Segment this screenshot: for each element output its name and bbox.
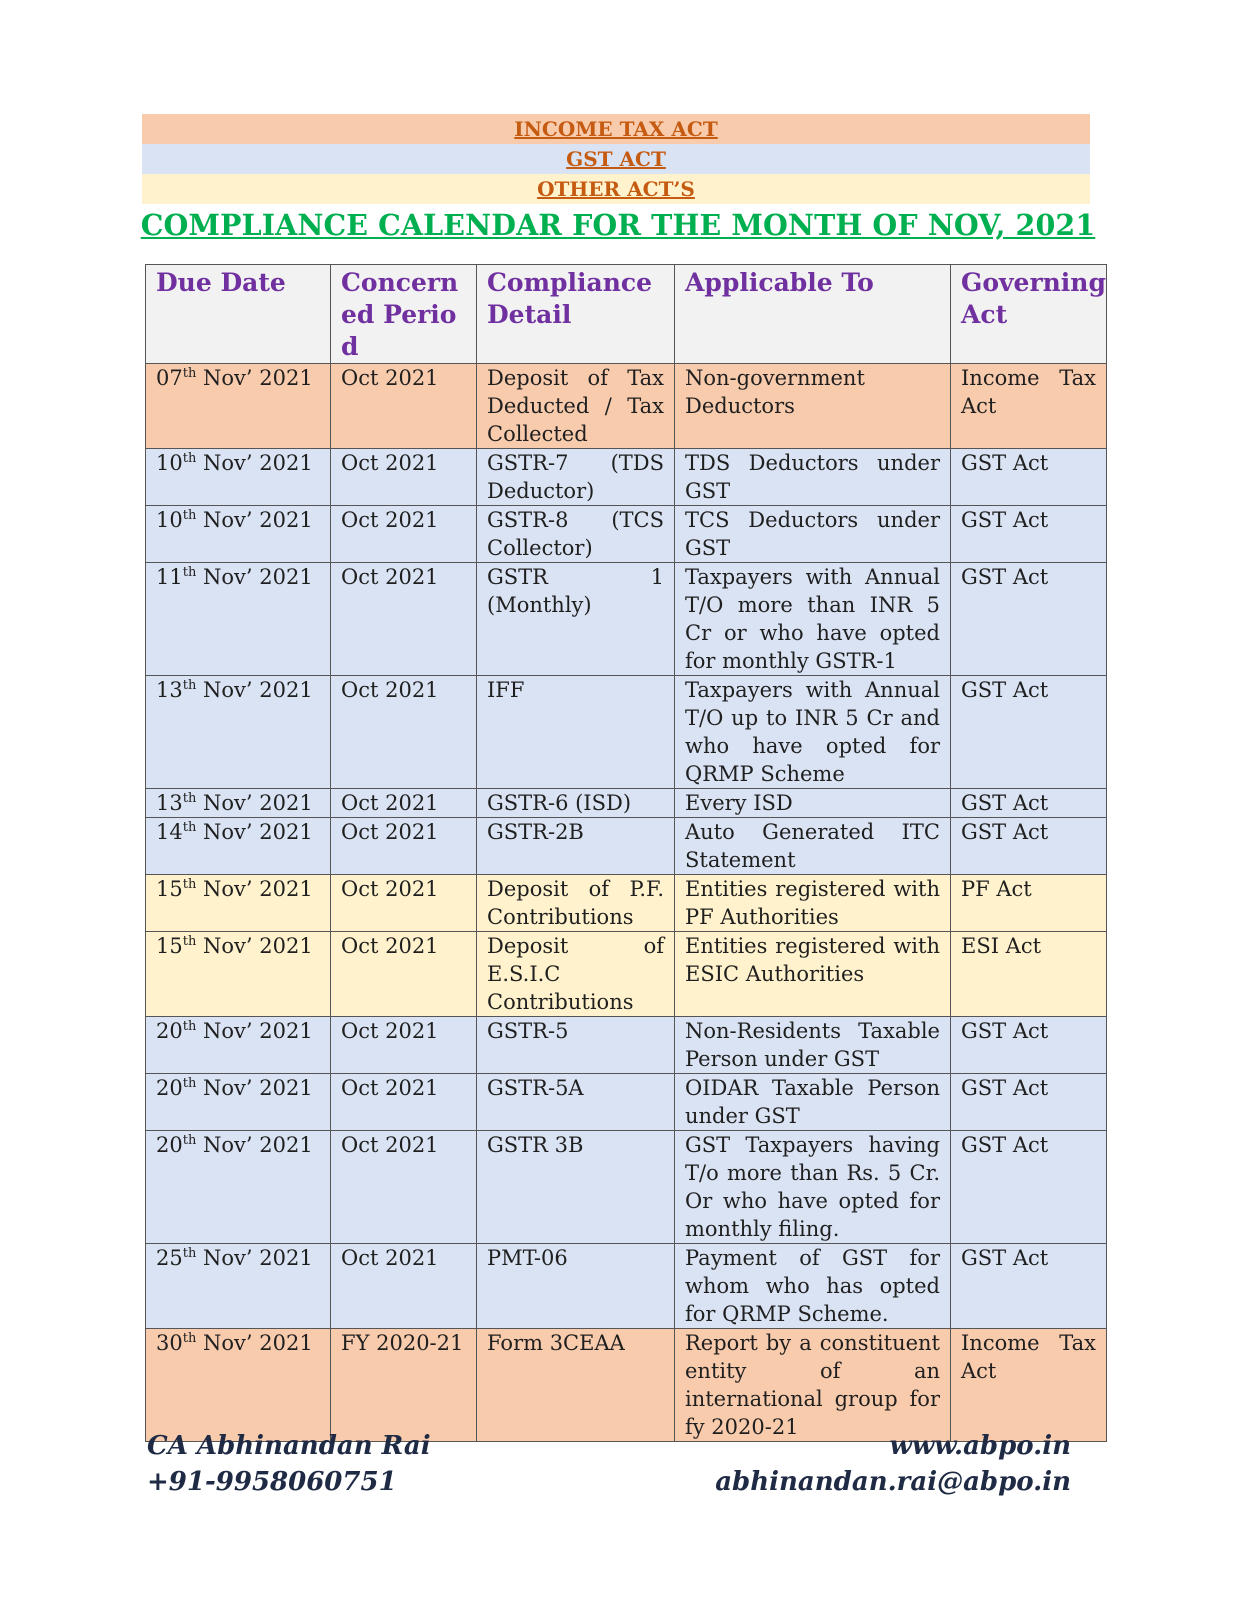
- cell-concerned-period: Oct 2021: [331, 875, 477, 932]
- due-day: 20: [156, 1019, 183, 1043]
- signature-block-right: [715, 1428, 1071, 1500]
- cell-compliance-detail: Deposit of P.F. Contributions: [477, 875, 675, 932]
- due-day-suffix: th: [182, 1076, 197, 1091]
- cell-applicable-to: Every ISD: [675, 789, 951, 818]
- cell-compliance-detail: GSTR 3B: [477, 1131, 675, 1244]
- cell-concerned-period: Oct 2021: [331, 364, 477, 449]
- cell-due-date: [146, 875, 331, 932]
- due-month-year: Nov’ 2021: [196, 366, 313, 390]
- cell-compliance-detail: Deposit of Tax Deducted / Tax Collected: [477, 364, 675, 449]
- cell-concerned-period: Oct 2021: [331, 563, 477, 676]
- cell-governing-act: GST Act: [951, 676, 1107, 789]
- due-month-year: Nov’ 2021: [196, 451, 313, 475]
- cell-applicable-to: Entities registered with ESIC Authorities: [675, 932, 951, 1017]
- cell-concerned-period: Oct 2021: [331, 1244, 477, 1329]
- cell-compliance-detail: Form 3CEAA: [477, 1329, 675, 1442]
- cell-due-date: [146, 1017, 331, 1074]
- table-row: [146, 1329, 1107, 1442]
- cell-applicable-to: Entities registered with PF Authorities: [675, 875, 951, 932]
- cell-applicable-to: Taxpayers with Annual T/O more than INR 5 Cr or who have opted for monthly GSTR-1: [675, 563, 951, 676]
- website-link[interactable]: www.abpo.in: [889, 1431, 1071, 1461]
- table-row: [146, 1017, 1107, 1074]
- cell-governing-act: ESI Act: [951, 932, 1107, 1017]
- due-day-suffix: th: [182, 1331, 197, 1346]
- header-applicable-to: Applicable To: [675, 265, 951, 364]
- cell-due-date: [146, 789, 331, 818]
- cell-due-date: [146, 932, 331, 1017]
- cell-due-date: [146, 449, 331, 506]
- table-row: [146, 1244, 1107, 1329]
- table-row: [146, 676, 1107, 789]
- cell-governing-act: GST Act: [951, 506, 1107, 563]
- cell-governing-act: GST Act: [951, 449, 1107, 506]
- cell-due-date: [146, 676, 331, 789]
- table-row: [146, 875, 1107, 932]
- due-day-suffix: th: [182, 820, 197, 835]
- table-row: [146, 789, 1107, 818]
- cell-compliance-detail: GSTR-2B: [477, 818, 675, 875]
- due-month-year: Nov’ 2021: [196, 1133, 313, 1157]
- cell-applicable-to: Non-government Deductors: [675, 364, 951, 449]
- due-day-suffix: th: [182, 1133, 197, 1148]
- cell-compliance-detail: GSTR-6 (ISD): [477, 789, 675, 818]
- due-day-suffix: th: [182, 678, 197, 693]
- due-day-suffix: th: [182, 877, 197, 892]
- due-day: 20: [156, 1133, 183, 1157]
- legend-income-tax-label: INCOME TAX ACT: [514, 117, 718, 141]
- cell-due-date: [146, 818, 331, 875]
- cell-concerned-period: FY 2020-21: [331, 1329, 477, 1442]
- due-day: 07: [156, 366, 183, 390]
- due-day: 15: [156, 877, 183, 901]
- due-month-year: Nov’ 2021: [196, 678, 313, 702]
- cell-due-date: [146, 364, 331, 449]
- cell-governing-act: Income Tax Act: [951, 1329, 1107, 1442]
- due-day-suffix: th: [182, 1019, 197, 1034]
- cell-due-date: [146, 506, 331, 563]
- cell-governing-act: Income Tax Act: [951, 364, 1107, 449]
- cell-compliance-detail: GSTR-5: [477, 1017, 675, 1074]
- due-month-year: Nov’ 2021: [196, 791, 313, 815]
- table-row: [146, 563, 1107, 676]
- due-month-year: Nov’ 2021: [196, 1246, 313, 1270]
- cell-due-date: [146, 1074, 331, 1131]
- table-row: [146, 1131, 1107, 1244]
- due-month-year: Nov’ 2021: [196, 1331, 313, 1355]
- table-row: [146, 818, 1107, 875]
- cell-due-date: [146, 1244, 331, 1329]
- cell-applicable-to: TCS Deductors under GST: [675, 506, 951, 563]
- due-month-year: Nov’ 2021: [196, 1076, 313, 1100]
- table-row: [146, 1074, 1107, 1131]
- signature-block-left: [147, 1428, 431, 1500]
- cell-applicable-to: Auto Generated ITC Statement: [675, 818, 951, 875]
- due-month-year: Nov’ 2021: [196, 565, 313, 589]
- due-day-suffix: th: [182, 451, 197, 466]
- legend-other-label: OTHER ACT’S: [537, 177, 695, 201]
- author-name: CA Abhinandan Rai: [147, 1431, 431, 1461]
- cell-governing-act: GST Act: [951, 563, 1107, 676]
- header-due-date: Due Date: [146, 265, 331, 364]
- cell-concerned-period: Oct 2021: [331, 818, 477, 875]
- cell-governing-act: GST Act: [951, 818, 1107, 875]
- table-header-row: [146, 265, 1107, 364]
- due-day-suffix: th: [182, 508, 197, 523]
- due-month-year: Nov’ 2021: [196, 508, 313, 532]
- due-day: 25: [156, 1246, 183, 1270]
- cell-applicable-to: GST Taxpayers having T/o more than Rs. 5 Cr. Or who have opted for monthly filing.: [675, 1131, 951, 1244]
- due-day-suffix: th: [182, 934, 197, 949]
- table-row: [146, 932, 1107, 1017]
- cell-applicable-to: Non-Residents Taxable Person under GST: [675, 1017, 951, 1074]
- header-concerned-period: Concerned Period: [331, 265, 477, 364]
- due-day: 11: [156, 565, 183, 589]
- due-month-year: Nov’ 2021: [196, 1019, 313, 1043]
- cell-applicable-to: OIDAR Taxable Person under GST: [675, 1074, 951, 1131]
- legend-other-acts: [142, 174, 1090, 204]
- cell-due-date: [146, 563, 331, 676]
- cell-concerned-period: Oct 2021: [331, 932, 477, 1017]
- due-day: 10: [156, 451, 183, 475]
- due-day: 14: [156, 820, 183, 844]
- cell-due-date: [146, 1329, 331, 1442]
- cell-compliance-detail: GSTR 1 (Monthly): [477, 563, 675, 676]
- page-title: COMPLIANCE CALENDAR FOR THE MONTH OF NOV, 2021: [140, 208, 1096, 242]
- header-compliance-detail: Compliance Detail: [477, 265, 675, 364]
- table-row: [146, 506, 1107, 563]
- due-day: 20: [156, 1076, 183, 1100]
- cell-compliance-detail: PMT-06: [477, 1244, 675, 1329]
- legend-gst-act: [142, 144, 1090, 174]
- cell-governing-act: GST Act: [951, 1074, 1107, 1131]
- legend-gst-label: GST ACT: [566, 147, 666, 171]
- cell-concerned-period: Oct 2021: [331, 789, 477, 818]
- cell-governing-act: GST Act: [951, 1017, 1107, 1074]
- cell-compliance-detail: GSTR-8 (TCS Collector): [477, 506, 675, 563]
- author-phone: +91-9958060751: [147, 1467, 397, 1497]
- due-day: 15: [156, 934, 183, 958]
- cell-due-date: [146, 1131, 331, 1244]
- cell-compliance-detail: GSTR-5A: [477, 1074, 675, 1131]
- cell-concerned-period: Oct 2021: [331, 506, 477, 563]
- legend-income-tax-act: [142, 114, 1090, 144]
- cell-governing-act: PF Act: [951, 875, 1107, 932]
- due-day-suffix: th: [182, 565, 197, 580]
- cell-concerned-period: Oct 2021: [331, 1074, 477, 1131]
- compliance-table: [145, 264, 1107, 1442]
- due-day-suffix: th: [182, 791, 197, 806]
- cell-concerned-period: Oct 2021: [331, 1017, 477, 1074]
- cell-governing-act: GST Act: [951, 789, 1107, 818]
- cell-concerned-period: Oct 2021: [331, 676, 477, 789]
- due-day: 30: [156, 1331, 183, 1355]
- due-month-year: Nov’ 2021: [196, 934, 313, 958]
- cell-applicable-to: TDS Deductors under GST: [675, 449, 951, 506]
- header-governing-act: Governing Act: [951, 265, 1107, 364]
- cell-compliance-detail: IFF: [477, 676, 675, 789]
- cell-applicable-to: Taxpayers with Annual T/O up to INR 5 Cr and who have opted for QRMP Scheme: [675, 676, 951, 789]
- due-day: 13: [156, 791, 183, 815]
- email-link[interactable]: abhinandan.rai@abpo.in: [715, 1467, 1071, 1497]
- due-day-suffix: th: [182, 1246, 197, 1261]
- due-day-suffix: th: [182, 366, 197, 381]
- due-day: 10: [156, 508, 183, 532]
- cell-applicable-to: Payment of GST for whom who has opted for QRMP Scheme.: [675, 1244, 951, 1329]
- due-month-year: Nov’ 2021: [196, 820, 313, 844]
- cell-compliance-detail: GSTR-7 (TDS Deductor): [477, 449, 675, 506]
- cell-concerned-period: Oct 2021: [331, 449, 477, 506]
- cell-governing-act: GST Act: [951, 1244, 1107, 1329]
- due-month-year: Nov’ 2021: [196, 877, 313, 901]
- cell-concerned-period: Oct 2021: [331, 1131, 477, 1244]
- cell-compliance-detail: Deposit of E.S.I.C Contributions: [477, 932, 675, 1017]
- due-day: 13: [156, 678, 183, 702]
- cell-governing-act: GST Act: [951, 1131, 1107, 1244]
- cell-applicable-to: Report by a constituent entity of an international group for fy 2020-21: [675, 1329, 951, 1442]
- table-row: [146, 364, 1107, 449]
- table-row: [146, 449, 1107, 506]
